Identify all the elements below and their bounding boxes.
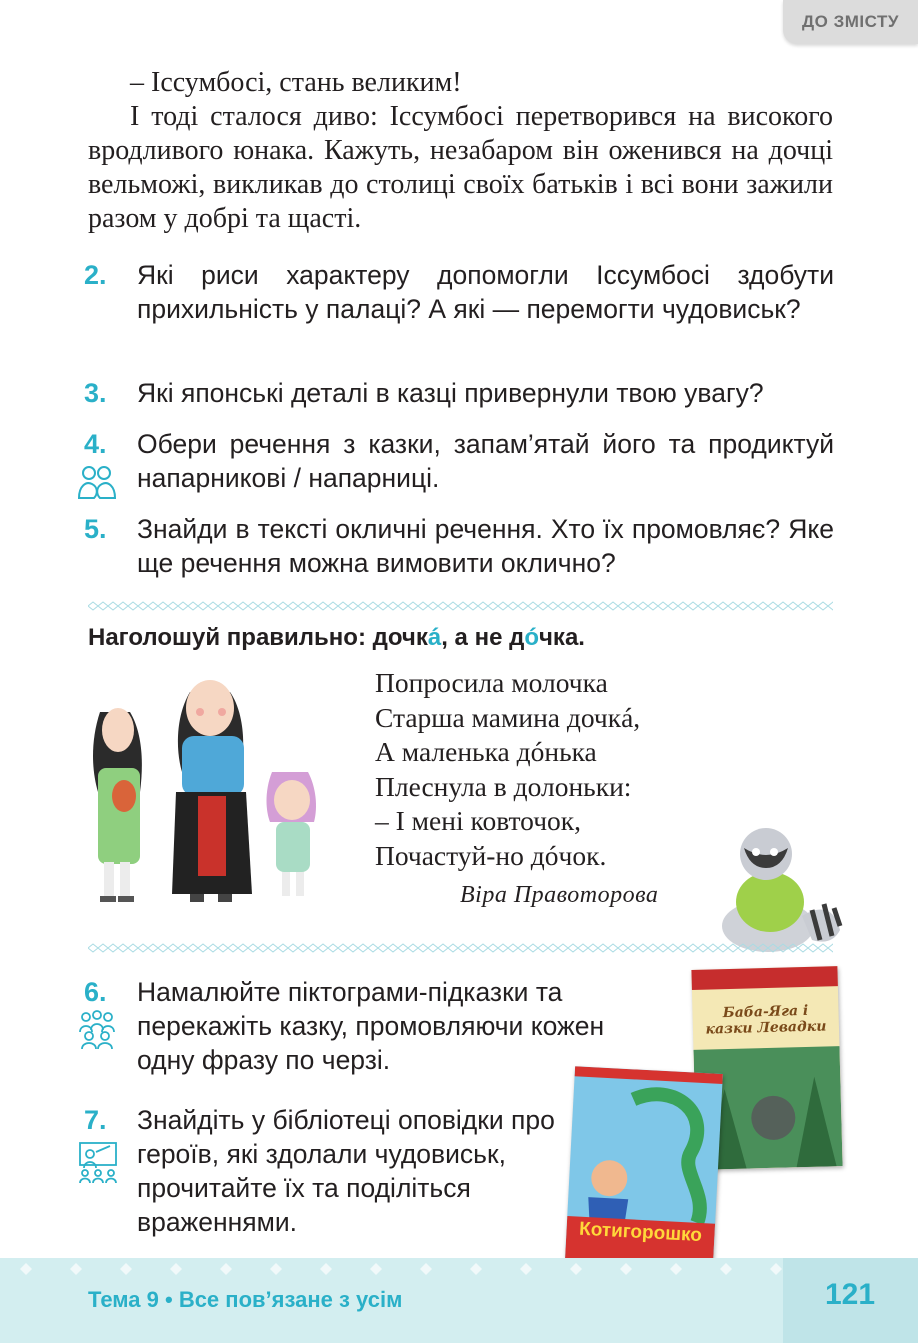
- little-sister: [267, 772, 317, 896]
- poem-line: Старша мамина дочкá,: [375, 701, 641, 733]
- poem-author: Віра Правоторова: [460, 882, 659, 908]
- task-number: 3.: [84, 378, 107, 408]
- task-number: 6.: [84, 977, 107, 1007]
- task-text: Які японські деталі в казці привернули твою увагу?: [137, 378, 764, 408]
- accent-rule-title: Наголошуй правильно: дочкá, а не дóчка.: [88, 624, 585, 651]
- poem: [375, 666, 640, 873]
- task-text: Знайдіть у бібліотеці оповідки про героїв, які здолали чудовиськ, прочитайте їх та поділіться враженнями.: [137, 1105, 555, 1237]
- toc-button[interactable]: ДО ЗМІСТУ: [783, 0, 918, 44]
- presentation-icon: [76, 1140, 120, 1184]
- section-divider: [88, 943, 833, 953]
- story-line: – Іссумбосі, стань великим!: [130, 67, 462, 98]
- task-number: 5.: [84, 514, 107, 544]
- task-number: 2.: [84, 260, 107, 290]
- page-number: 121: [824, 1278, 876, 1311]
- task-6: [84, 975, 624, 1077]
- story-paragraph: І тоді сталося диво: Іссумбосі перетворився на високого вродливого юнака. Кажуть, незабаром він оженився на дочці вельможі, викликав до столиці своїх батьків і всі вони зажили разом у добрі та щасті.: [88, 101, 833, 234]
- book-title: Котигорошко: [578, 1218, 703, 1247]
- task-number: 7.: [84, 1105, 107, 1135]
- topic-title: Все пов’язане з усім: [178, 1287, 403, 1312]
- task-text: Намалюйте піктограми-підказки та перекажіть казку, промовляючи кожен одну фразу по черзі.: [137, 977, 605, 1075]
- footer-topic: [88, 1287, 402, 1313]
- poem-line: Плеснула в долоньки:: [375, 770, 632, 802]
- task-number: 4.: [84, 429, 107, 459]
- task-4: [84, 427, 834, 495]
- topic-number: Тема 9: [88, 1287, 159, 1312]
- girl-with-jug: [93, 708, 142, 902]
- poem-line: – І мені ковточок,: [375, 805, 582, 836]
- task-7: [84, 1103, 584, 1239]
- poem-line: Попросила молочка: [375, 667, 608, 698]
- stress-mark: ó: [524, 624, 539, 651]
- topic-separator: •: [164, 1287, 173, 1312]
- book-cover-kotyhoroshko: [565, 1066, 723, 1265]
- pair-work-icon: [76, 462, 118, 502]
- girls-illustration: [80, 672, 330, 910]
- task-text: Які риси характеру допомогли Іссумбосі здобути прихильність у палаці? А які — перемогти чудовиськ?: [137, 260, 834, 324]
- poem-line: Почастуй-но дóчок.: [375, 839, 607, 871]
- task-3: [84, 376, 834, 410]
- stress-mark: á: [427, 624, 442, 651]
- task-text: Обери речення з казки, запам’ятай його та продиктуй напарникові / напарниці.: [137, 429, 834, 493]
- raccoon-illustration: [712, 818, 850, 958]
- footer-ornament: [0, 1258, 918, 1280]
- task-2: [84, 258, 834, 326]
- task-text: Знайди в тексті окличні речення. Хто їх промовляє? Яке ще речення можна вимовити окличнo?: [137, 514, 834, 578]
- poem-line: А маленька дóнька: [375, 736, 597, 767]
- section-divider: [88, 601, 833, 611]
- task-5: [84, 512, 834, 580]
- story-text: [88, 66, 833, 236]
- group-work-icon: [76, 1008, 118, 1050]
- book-title: Баба-Яга і казки Левадки: [705, 1002, 827, 1038]
- older-sister: [172, 680, 252, 902]
